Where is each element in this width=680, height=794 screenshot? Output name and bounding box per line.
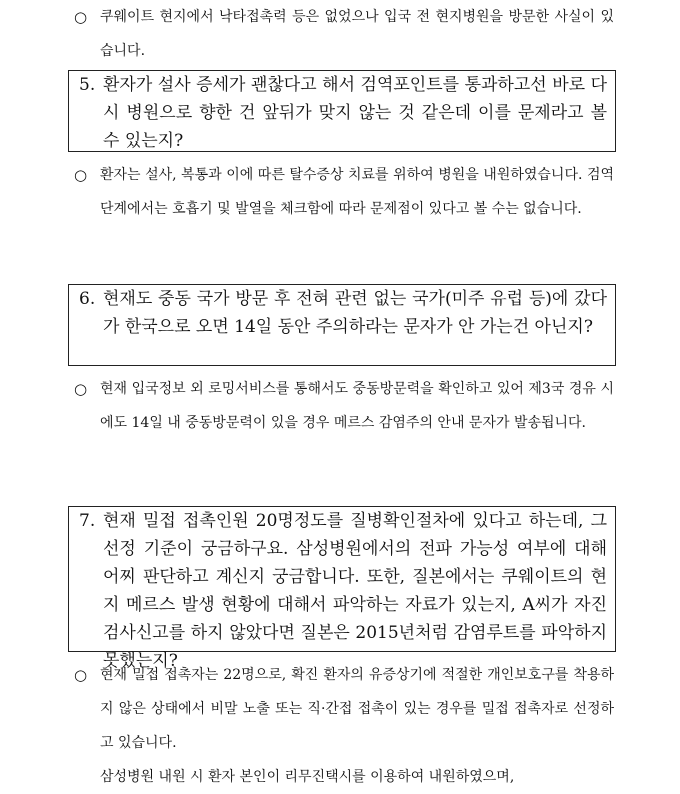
answer-bullet: ○ (74, 166, 88, 184)
answer-bullet: ○ (74, 8, 88, 26)
answer-bullet: ○ (74, 380, 88, 398)
question-5-text: 환자가 설사 증세가 괜찮다고 해서 검역포인트를 통과하고선 바로 다시 병원으로 향한 건 앞뒤가 맞지 않는 것 같은데 이를 문제라고 볼 수 있는지? (103, 75, 607, 151)
answer-intro (74, 0, 614, 68)
answer-7 (74, 658, 614, 794)
answer-6-text: 현재 입국정보 외 로밍서비스를 통해서도 중동방문력을 확인하고 있어 제3국 경유 시에도 14일 내 중동방문력이 있을 경우 메르스 감염주의 안내 문자가 발송됩니다. (100, 381, 614, 431)
question-7-number: 7. (79, 511, 96, 531)
question-6-text: 현재도 중동 국가 방문 후 전혀 관련 없는 국가(미주 유럽 등)에 갔다가 한국으로 오면 14일 동안 주의하라는 문자가 안 가는건 아닌지? (103, 289, 607, 337)
answer-6 (74, 372, 614, 440)
answer-bullet: ○ (74, 666, 88, 684)
question-7-box (68, 506, 616, 671)
answer-7-text: 현재 밀접 접촉자는 22명으로, 확진 환자의 유증상기에 적절한 개인보호구를 착용하지 않은 상태에서 비말 노출 또는 직·간접 접촉이 있는 경우를 밀접 접촉자로 선정하고 있습니다. (100, 667, 614, 751)
question-5-box (68, 70, 616, 152)
answer-5 (74, 158, 614, 226)
question-5-number: 5. (79, 75, 96, 95)
answer-intro-text: 쿠웨이트 현지에서 낙타접촉력 등은 없었으나 입국 전 현지병원을 방문한 사실이 있습니다. (100, 9, 614, 59)
answer-5-text: 환자는 설사, 복통과 이에 따른 탈수증상 치료를 위하여 병원을 내원하였습니다. 검역단계에서는 호흡기 및 발열을 체크함에 따라 문제점이 있다고 볼 수는 없습니다. (100, 167, 614, 217)
question-7-text: 현재 밀접 접촉인원 20명정도를 질병확인절차에 있다고 하는데, 그 선정 기준이 궁금하구요. 삼성병원에서의 전파 가능성 여부에 대해 어찌 판단하고 계신지 궁금합니다. 또한, 질본에서는 쿠웨이트의 현지 메르스 발생 현황에 대해서 파악하는 자료가 있는지, A씨가 자진 검사신고를 하지 않았다면 질본은 2015년처럼 감염루트를 파악하지 못했는지? (103, 511, 607, 671)
question-6-number: 6. (79, 289, 96, 309)
answer-7-continuation: 삼성병원 내원 시 환자 본인이 리무진택시를 이용하여 내원하였으며, (100, 769, 515, 785)
question-6-box (68, 284, 616, 366)
